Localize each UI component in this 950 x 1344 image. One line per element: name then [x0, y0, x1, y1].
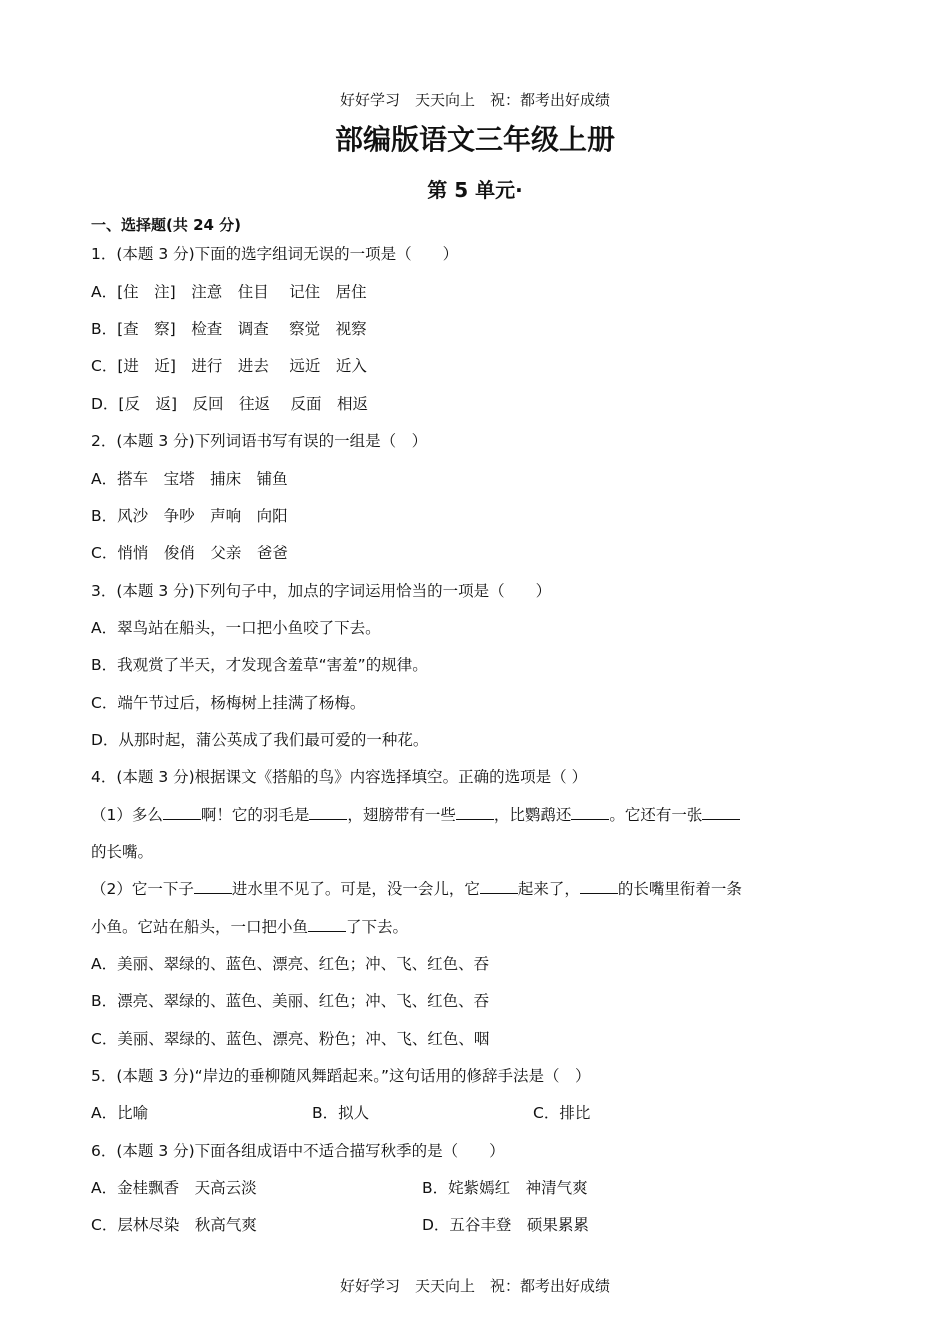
q2-option-b: B．风沙 争吵 声响 向阳	[91, 507, 288, 525]
blank	[309, 805, 347, 820]
blank	[480, 879, 518, 894]
q4-passage-1: （1）多么 啊！它的羽毛是 ，翅膀带有一些 ，比鹦鹉还 。它还有一张	[91, 803, 740, 825]
q6-option-c: C．层林尽染 秋高气爽	[91, 1216, 257, 1234]
q4-option-b: B．漂亮、翠绿的、蓝色、美丽、红色；冲、飞、红色、吞	[91, 992, 490, 1010]
unit-subtitle: 第 5 单元·	[427, 178, 523, 202]
section-heading: 一、选择题(共 24 分)	[91, 216, 242, 234]
q4-passage-2: （2）它一下子 进水里不见了。可是，没一会儿，它 起来了， 的长嘴里衔着一条	[91, 880, 742, 898]
q6-option-d: D．五谷丰登 硕果累累	[422, 1216, 589, 1234]
q2-stem: 2．(本题 3 分)下列词语书写有误的一组是（ ）	[91, 432, 428, 450]
q2-option-c: C．悄悄 俊俏 父亲 爸爸	[91, 544, 288, 562]
blank	[571, 805, 609, 820]
q5-option-c: C．排比	[533, 1104, 591, 1122]
q3-option-c: C．端午节过后，杨梅树上挂满了杨梅。	[91, 694, 366, 712]
q1-option-a: A．[住 注] 注意 住目 记住 居住	[91, 283, 367, 301]
q5-option-a: A．比喻	[91, 1104, 149, 1122]
q1-stem: 1．(本题 3 分)下面的选字组词无误的一项是（ ）	[91, 245, 459, 263]
q1-option-b: B．[查 察] 检查 调查 察觉 视察	[91, 320, 367, 338]
q4-stem: 4．(本题 3 分)根据课文《搭船的鸟》内容选择填空。正确的选项是（ ）	[91, 768, 588, 786]
q2-option-a: A．搭车 宝塔 捕床 铺鱼	[91, 470, 288, 488]
page-header: 好好学习 天天向上 祝：都考出好成绩	[339, 91, 610, 109]
q1-option-c: C．[进 近] 进行 进去 远近 近入	[91, 357, 367, 375]
document-title: 部编版语文三年级上册	[334, 123, 615, 156]
blank	[702, 805, 740, 820]
blank	[163, 805, 201, 820]
q6-option-b: B．姹紫嫣红 神清气爽	[422, 1179, 588, 1197]
blank	[194, 879, 232, 894]
q1-option-d: D．[反 返] 反回 往返 反面 相返	[91, 395, 368, 413]
blank	[456, 805, 494, 820]
q5-stem: 5．(本题 3 分)“岸边的垂柳随风舞蹈起来。”这句话用的修辞手法是（ ）	[91, 1067, 591, 1085]
blank	[308, 917, 346, 932]
q5-option-b: B．拟人	[312, 1104, 370, 1122]
q3-option-d: D．从那时起，蒲公英成了我们最可爱的一种花。	[91, 731, 429, 749]
q3-option-b: B．我观赏了半天，才发现含羞草“害羞”的规律。	[91, 656, 428, 674]
q3-stem: 3．(本题 3 分)下列句子中，加点的字词运用恰当的一项是（ ）	[91, 582, 552, 600]
q6-option-a: A．金桂飘香 天高云淡	[91, 1179, 257, 1197]
blank	[580, 879, 618, 894]
q4-option-c: C．美丽、翠绿的、蓝色、漂亮、粉色；冲、飞、红色、咽	[91, 1030, 490, 1048]
q6-stem: 6．(本题 3 分)下面各组成语中不适合描写秋季的是（ ）	[91, 1142, 505, 1160]
q4-passage-2-end: 小鱼。它站在船头，一口把小鱼 了下去。	[91, 918, 409, 936]
q3-option-a: A．翠鸟站在船头，一口把小鱼咬了下去。	[91, 619, 381, 637]
page-footer: 好好学习 天天向上 祝：都考出好成绩	[339, 1277, 610, 1295]
q4-option-a: A．美丽、翠绿的、蓝色、漂亮、红色；冲、飞、红色、吞	[91, 955, 490, 973]
q4-passage-1-end: 的长嘴。	[91, 843, 154, 861]
